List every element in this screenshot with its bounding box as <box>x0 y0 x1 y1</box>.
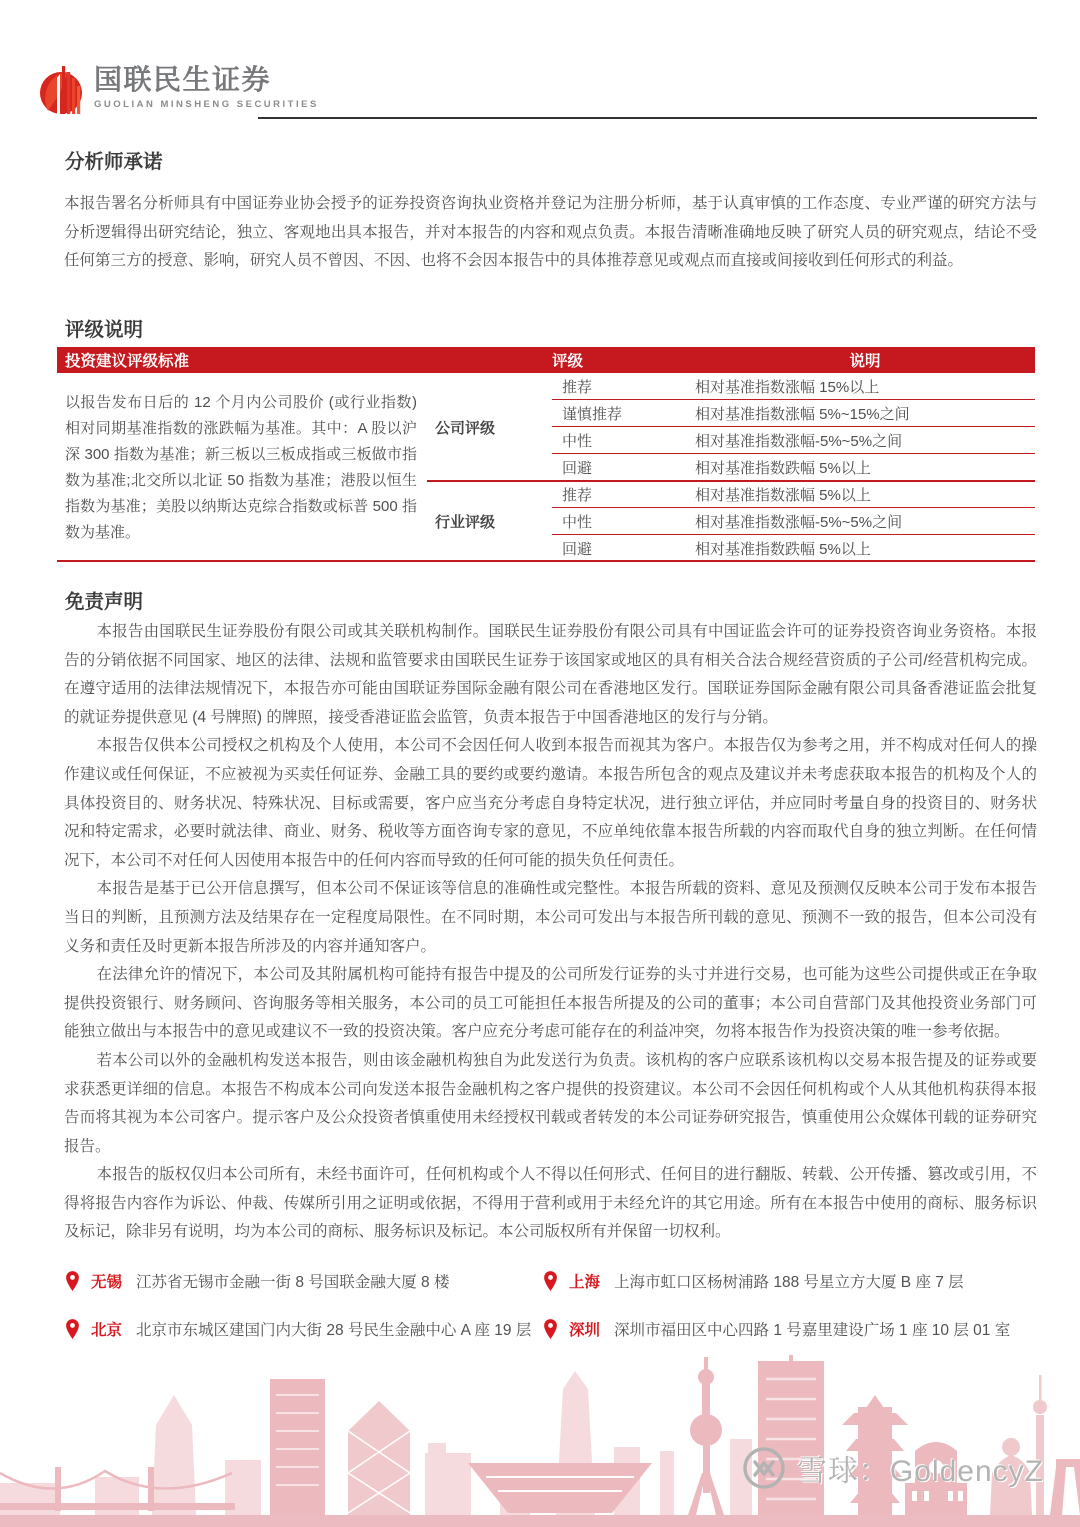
office-item <box>542 1268 1039 1294</box>
rating-table <box>57 347 1035 562</box>
header-rating: 评级 <box>552 353 584 370</box>
location-pin-icon <box>64 1270 81 1292</box>
rating-label: 回避 <box>562 460 593 477</box>
rating-table-header <box>57 347 1035 373</box>
rating-row <box>552 481 1035 508</box>
disclaimer-paragraph: 在法律允许的情况下，本公司及其附属机构可能持有报告中提及的公司所发行证券的头寸并进行交易，也可能为这些公司提供或正在争取提供投资银行、财务顾问、咨询服务等相关服务，本公司的员工可能担任本报告所提及的公司的董事；本公司自营部门及其他投资业务部门可能独立做出与本报告中的意见或建议不一致的投资决策。客户应充分考虑可能存在的利益冲突，勿将本报告作为投资决策的唯一参考依据。 <box>64 966 1037 1041</box>
disclaimer-paragraph: 本报告由国联民生证券股份有限公司或其关联机构制作。国联民生证券股份有限公司具有中国证监会许可的证券投资咨询业务资格。本报告的分销依据不同国家、地区的法律、法规和监管要求由国联民生证券于该国家或地区的具有相关合法合规经营资质的子公司/经营机构完成。在遵守适用的法律法规情况下，本报告亦可能由国联证券国际金融有限公司在香港地区发行。国联证券国际金融有限公司具备香港证监会批复的就证券提供意见 (4 号牌照) 的牌照，接受香港证监会监管，负责本报告于中国香港地区的发行与分销。 <box>64 623 1037 726</box>
office-list <box>64 1268 1039 1342</box>
disclaimer-paragraph: 本报告的版权仅归本公司所有，未经书面许可，任何机构或个人不得以任何形式、任何目的进行翻版、转载、公开传播、篡改或引用，不得将报告内容作为诉讼、仲裁、传媒所引用之证明或依据，不得用于营利或用于未经允许的其它用途。所有在本报告中使用的商标、服务标识及标记，除非另有说明，均为本公司的商标、服务标识及标记。本公司版权所有并保留一切权利。 <box>64 1166 1037 1241</box>
analyst-commitment-body: 本报告署名分析师具有中国证券业协会授予的证券投资咨询执业资格并登记为注册分析师，基于认真审慎的工作态度、专业严谨的研究方法与分析逻辑得出研究结论，独立、客观地出具本报告，并对本报告的内容和观点负责。本报告清晰准确地反映了研究人员的研究观点，结论不受任何第三方的授意、影响，研究人员不曾因、不因、也将不会因本报告中的具体推荐意见或观点而直接或间接收到任何形式的利益。 <box>64 195 1037 270</box>
rating-criteria-text: 以报告发布日后的 12 个月内公司股价 (或行业指数) 相对同期基准指数的涨跌幅为基准。其中：A 股以沪深 300 指数为基准；新三板以三板成指或三板做市指数为基准;北交所以北证 50 指数为基准；港股以恒生指数为基准；美股以纳斯达克综合指数或标普 500 指数为基准。 <box>65 393 417 541</box>
rating-label: 推荐 <box>562 378 593 396</box>
rating-label: 谨慎推荐 <box>562 405 623 423</box>
rating-row <box>552 508 1035 535</box>
office-item <box>64 1268 542 1294</box>
rating-row <box>552 427 1035 454</box>
location-pin-icon <box>542 1318 559 1340</box>
rating-label: 中性 <box>562 513 593 531</box>
header-description: 说明 <box>849 353 881 370</box>
rating-description: 相对基准指数跌幅 5%以上 <box>695 541 871 558</box>
disclaimer-paragraph: 本报告是基于已公开信息撰写，但本公司不保证该等信息的准确性或完整性。本报告所载的资料、意见及预测仅反映本公司于发布本报告当日的判断，且预测方法及结果存在一定程度局限性。在不同时期，本公司可发出与本报告所刊载的意见、预测不一致的报告，但本公司没有义务和责任及时更新本报告所涉及的内容并通知客户。 <box>64 880 1037 955</box>
disclaimer-body <box>64 618 1037 1247</box>
watermark-text: 雪球：GoldencyZ <box>796 1455 1044 1488</box>
rating-row <box>552 400 1035 427</box>
rating-row <box>552 454 1035 481</box>
rating-description: 相对基准指数涨幅-5%~5%之间 <box>695 432 903 450</box>
rating-row <box>552 373 1035 400</box>
rating-description: 相对基准指数跌幅 5%以上 <box>695 460 871 477</box>
rating-rows <box>552 373 1035 562</box>
table-bottom-line <box>57 560 1035 563</box>
office-city: 深圳 <box>569 1322 601 1339</box>
office-item <box>64 1316 542 1342</box>
group-label-company: 公司评级 <box>435 419 496 437</box>
bottom-accent-bar <box>0 1515 1080 1527</box>
rating-label: 中性 <box>562 432 593 450</box>
rating-label: 推荐 <box>562 486 593 504</box>
analyst-commitment-title: 分析师承诺 <box>65 151 163 173</box>
group-divider-line <box>427 480 1035 483</box>
guolian-logo-icon <box>40 64 86 116</box>
disclaimer-paragraph: 本报告仅供本公司授权之机构及个人使用，本公司不会因任何人收到本报告而视其为客户。本报告仅为参考之用，并不构成对任何人的操作建议或任何保证，不应被视为买卖任何证券、金融工具的要约或要约邀请。本报告所包含的观点及建议并未考虑获取本报告的机构及个人的具体投资目的、财务状况、特殊状况、目标或需要，客户应当充分考虑自身特定状况，进行独立评估，并应同时考量自身的投资目的、财务状况和特定需求，必要时就法律、商业、财务、税收等方面咨询专家的意见，不应单纯依靠本报告所载的内容而取代自身的独立判断。在任何情况下，本公司不对任何人因使用本报告中的任何内容而导致的任何可能的损失负任何责任。 <box>64 737 1037 869</box>
location-pin-icon <box>542 1270 559 1292</box>
company-logo <box>40 64 319 116</box>
rating-description: 相对基准指数涨幅 5%~15%之间 <box>695 405 910 423</box>
office-city: 无锡 <box>91 1274 123 1291</box>
rating-section-title: 评级说明 <box>65 319 144 341</box>
header-rule <box>258 117 1037 119</box>
office-address: 江苏省无锡市金融一街 8 号国联金融大厦 8 楼 <box>136 1274 450 1291</box>
logo-english-name: GUOLIAN MINSHENG SECURITIES <box>94 99 319 110</box>
office-city: 上海 <box>569 1274 601 1291</box>
rating-label: 回避 <box>562 541 593 558</box>
watermark <box>741 1445 1044 1491</box>
disclaimer-title: 免责声明 <box>65 591 144 613</box>
logo-chinese-name: 国联民生证券 <box>94 64 272 95</box>
rating-description: 相对基准指数涨幅-5%~5%之间 <box>695 513 903 531</box>
xueqiu-logo-icon <box>741 1445 787 1491</box>
office-address: 深圳市福田区中心四路 1 号嘉里建设广场 1 座 10 层 01 室 <box>614 1322 1011 1339</box>
rating-description: 相对基准指数涨幅 5%以上 <box>695 486 871 504</box>
group-label-industry: 行业评级 <box>435 514 496 531</box>
cityscape-decoration <box>0 1355 1080 1515</box>
office-address: 上海市虹口区杨树浦路 188 号星立方大厦 B 座 7 层 <box>614 1274 964 1291</box>
office-city: 北京 <box>91 1322 123 1339</box>
office-item <box>542 1316 1039 1342</box>
disclaimer-paragraph: 若本公司以外的金融机构发送本报告，则由该金融机构独自为此发送行为负责。该机构的客户应联系该机构以交易本报告提及的证券或要求获悉更详细的信息。本报告不构成本公司向发送本报告金融机构之客户提供的投资建议。本公司不会因任何机构或个人从其他机构获得本报告而将其视为本公司客户。提示客户及公众投资者慎重使用未经授权刊载或者转发的本公司证券研究报告，慎重使用公众媒体刊载的证券研究报告。 <box>64 1051 1037 1155</box>
rating-description: 相对基准指数涨幅 15%以上 <box>695 378 880 396</box>
location-pin-icon <box>64 1318 81 1340</box>
rating-row <box>552 535 1035 562</box>
office-address: 北京市东城区建国门内大街 28 号民生金融中心 A 座 19 层 <box>136 1322 532 1339</box>
header-criteria: 投资建议评级标准 <box>65 353 190 370</box>
